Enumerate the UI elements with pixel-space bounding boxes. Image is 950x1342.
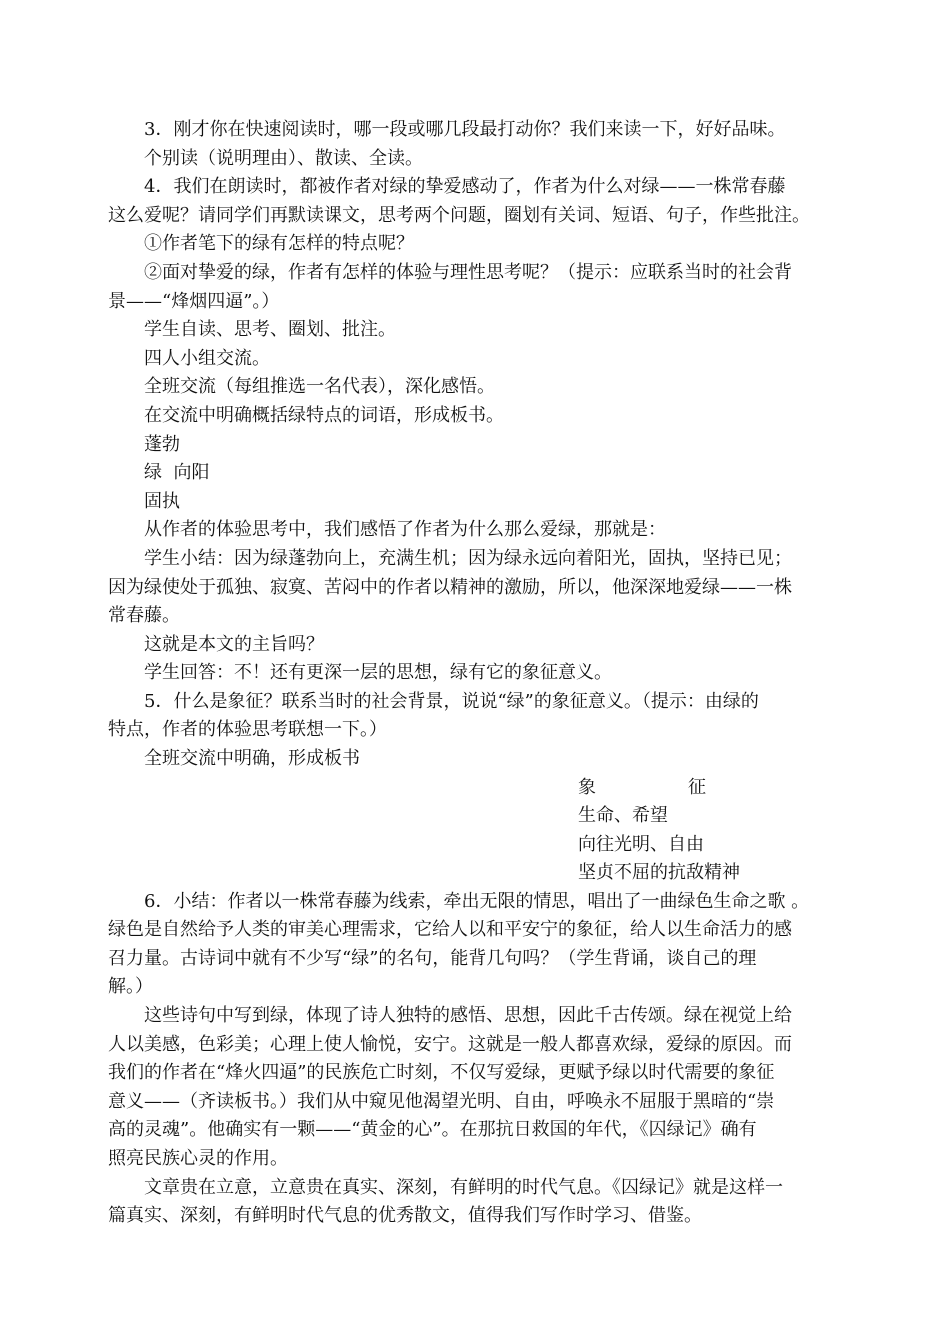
document-page — [108, 116, 844, 1231]
text-line: 因为绿使处于孤独、寂寞、苦闷中的作者以精神的激励，所以，他深深地爱绿——一株 — [108, 576, 792, 598]
text-line: 照亮民族心灵的作用。 — [108, 1148, 288, 1169]
q4-paragraph — [108, 173, 844, 230]
board-intro-paragraph: 在交流中明确概括绿特点的词语，形成板书。 — [144, 404, 504, 426]
q3-paragraph: 3．刚才你在快速阅读时，哪一段或哪几段最打动你？我们来读一下，好好品味。 — [144, 119, 786, 140]
text-line: 人以美感，色彩美；心理上使人愉悦，安宁。这就是一般人都喜欢绿，爱绿的原因。而 — [108, 1033, 792, 1055]
board-heading — [578, 774, 706, 803]
text-line: 高的灵魂”。他确实有一颗——“黄金的心”。在那抗日救国的年代，《囚绿记》确有 — [108, 1119, 757, 1141]
text-line: 景——“烽烟四逼”。） — [108, 290, 280, 312]
text-line: 解。） — [108, 976, 153, 998]
text-line: 意义——（齐读板书。）我们从中窥见他渴望光明、自由，呼唤永不屈服于黑暗的“崇 — [108, 1090, 775, 1112]
text-line: ②面对挚爱的绿，作者有怎样的体验与理性思考呢？（提示：应联系当时的社会背 — [144, 261, 792, 283]
text-line: 这些诗句中写到绿，体现了诗人独特的感悟、思想，因此千古传颂。绿在视觉上给 — [144, 1005, 792, 1027]
theme-question-paragraph: 这就是本文的主旨吗？ — [144, 633, 324, 655]
text-line: 篇真实、深刻，有鲜明时代气息的优秀散文，值得我们写作时学习、借鉴。 — [108, 1205, 702, 1227]
board-line: 绿 向阳 — [144, 462, 210, 484]
board2-intro-paragraph: 全班交流中明确，形成板书 — [144, 748, 360, 770]
board-green-traits — [108, 431, 844, 517]
text-line: 4．我们在朗读时，都被作者对绿的挚爱感动了，作者为什么对绿——一株常春藤 — [144, 176, 786, 198]
text-line: 这么爱呢？请同学们再默读课文，思考两个问题，圈划有关词、短语、句子，作些批注。 — [108, 204, 810, 226]
read-modes-paragraph: 个别读（说明理由）、散读、全读。 — [144, 147, 423, 169]
text-line: 召力量。古诗词中就有不少写“绿”的名句，能背几句吗？（学生背诵，谈自己的理 — [108, 947, 757, 969]
text-line: 我们的作者在“烽火四逼”的民族危亡时刻，不仅写爱绿，更赋予绿以时代需要的象征 — [108, 1062, 775, 1084]
text-line: 5．什么是象征？联系当时的社会背景，说说“绿”的象征意义。（提示：由绿的 — [144, 690, 759, 712]
self-read-paragraph: 学生自读、思考、圈划、批注。 — [144, 319, 396, 341]
poem-paragraph — [108, 1002, 844, 1174]
board-line: 坚贞不屈的抗敌精神 — [578, 862, 740, 884]
text-line: 常春藤。 — [108, 605, 180, 627]
board-heading-left: 象 — [578, 776, 596, 798]
q5-paragraph — [108, 688, 844, 745]
q6-paragraph — [108, 888, 844, 1002]
answer-paragraph: 学生回答：不！还有更深一层的思想，绿有它的象征意义。 — [144, 662, 612, 684]
q4-b-paragraph — [108, 259, 844, 316]
board-heading-right: 征 — [688, 776, 706, 798]
text-line: 学生小结：因为绿蓬勃向上，充满生机；因为绿永远向着阳光，固执，坚持已见； — [144, 547, 792, 569]
class-share-paragraph: 全班交流（每组推选一名代表），深化感悟。 — [144, 376, 495, 398]
board-symbolism — [108, 774, 844, 888]
insight-paragraph: 从作者的体验思考中，我们感悟了作者为什么那么爱绿，那就是： — [144, 519, 666, 541]
text-line: 绿色是自然给予人类的审美心理需求，它给人以和平安宁的象征，给人以生命活力的感 — [108, 919, 792, 941]
board-line: 蓬勃 — [144, 433, 180, 455]
group-paragraph: 四人小组交流。 — [144, 347, 270, 369]
summary-paragraph — [108, 545, 844, 631]
board-line: 生命、希望 — [578, 805, 668, 827]
q4-a-paragraph: ①作者笔下的绿有怎样的特点呢？ — [144, 233, 414, 255]
board-line: 向往光明、自由 — [578, 833, 704, 855]
text-line: 特点，作者的体验思考联想一下。） — [108, 719, 387, 741]
text-line: 6．小结：作者以一株常春藤为线索，牵出无限的情思，唱出了一曲绿色生命之歌 。 — [144, 890, 810, 912]
text-line: 文章贵在立意，立意贵在真实、深刻，有鲜明的时代气息。《囚绿记》就是这样一 — [144, 1176, 783, 1198]
board-line: 固执 — [144, 490, 180, 512]
final-paragraph — [108, 1174, 844, 1231]
